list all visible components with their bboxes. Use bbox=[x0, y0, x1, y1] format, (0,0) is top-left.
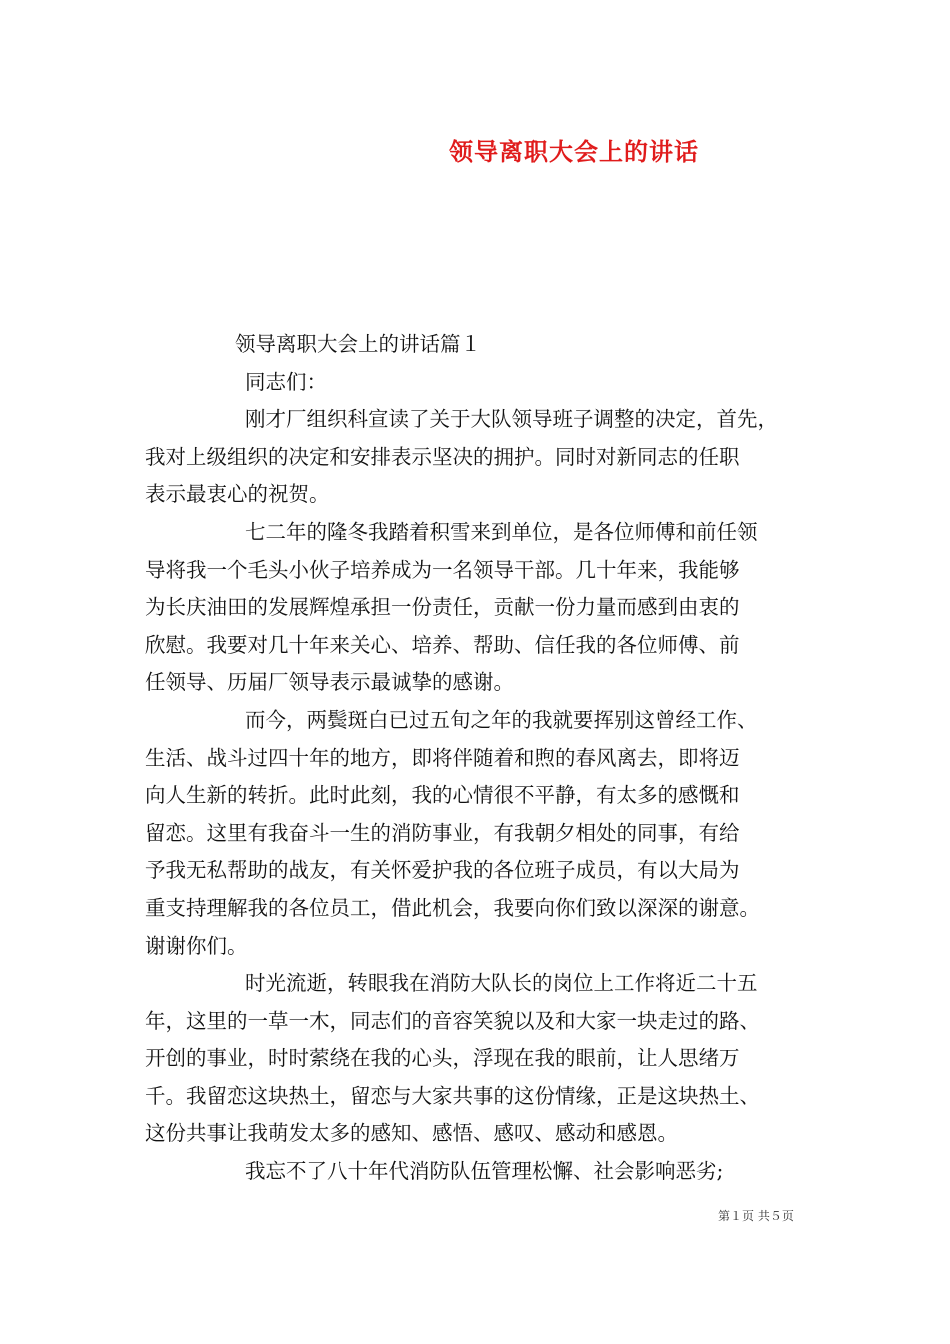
paragraph-line: 我忘不了八十年代消防队伍管理松懈、社会影响恶劣; bbox=[245, 1159, 724, 1184]
paragraph-3 bbox=[145, 702, 817, 965]
section-subtitle bbox=[145, 326, 817, 364]
paragraph-line: 时光流逝，转眼我在消防大队长的岗位上工作将近二十五 bbox=[245, 971, 758, 996]
paragraph-line: 留恋。这里有我奋斗一生的消防事业，有我朝夕相处的同事，有给 bbox=[145, 820, 740, 845]
paragraph-1 bbox=[145, 401, 817, 514]
paragraph-line: 重支持理解我的各位员工，借此机会，我要向你们致以深深的谢意。 bbox=[145, 895, 760, 920]
paragraph-line: 欣慰。我要对几十年来关心、培养、帮助、信任我的各位师傅、前 bbox=[145, 632, 740, 657]
paragraph-line: 生活、战斗过四十年的地方，即将伴随着和煦的春风离去，即将迈 bbox=[145, 745, 740, 770]
paragraph-line: 千。我留恋这块热土，留恋与大家共事的这份情缘，正是这块热土、 bbox=[145, 1083, 760, 1108]
paragraph-line: 而今，两鬓斑白已过五旬之年的我就要挥别这曾经工作、 bbox=[245, 707, 758, 732]
greeting bbox=[145, 364, 817, 402]
paragraph-line: 七二年的隆冬我踏着积雪来到单位，是各位师傅和前任领 bbox=[245, 519, 758, 544]
paragraph-line: 这份共事让我萌发太多的感知、感悟、感叹、感动和感恩。 bbox=[145, 1121, 678, 1146]
paragraph-line: 表示最衷心的祝贺。 bbox=[145, 482, 330, 507]
paragraph-line: 我对上级组织的决定和安排表示坚决的拥护。同时对新同志的任职 bbox=[145, 444, 740, 469]
paragraph-line: 予我无私帮助的战友，有关怀爱护我的各位班子成员，有以大局为 bbox=[145, 858, 740, 883]
paragraph-line: 向人生新的转折。此时此刻，我的心情很不平静，有太多的感慨和 bbox=[145, 783, 740, 808]
paragraph-line: 年，这里的一草一木，同志们的音容笑貌以及和大家一块走过的路、 bbox=[145, 1008, 760, 1033]
paragraph-line: 开创的事业，时时萦绕在我的心头，浮现在我的眼前，让人思绪万 bbox=[145, 1046, 740, 1071]
subtitle-text: 领导离职大会上的讲话篇１ bbox=[235, 332, 481, 356]
paragraph-5 bbox=[145, 1153, 817, 1191]
page-number-footer: 第１页 共５页 bbox=[718, 1209, 794, 1223]
paragraph-line: 导将我一个毛头小伙子培养成为一名领导干部。几十年来，我能够 bbox=[145, 557, 740, 582]
greeting-text: 同志们： bbox=[245, 369, 327, 394]
paragraph-2 bbox=[145, 514, 817, 702]
paragraph-line: 任领导、历届厂领导表示最诚挚的感谢。 bbox=[145, 670, 514, 695]
paragraph-line: 谢谢你们。 bbox=[145, 933, 248, 958]
document-body bbox=[145, 326, 817, 1191]
paragraph-4 bbox=[145, 965, 817, 1153]
paragraph-line: 刚才厂组织科宣读了关于大队领导班子调整的决定，首先， bbox=[245, 407, 778, 432]
document-title: 领导离职大会上的讲话 bbox=[449, 137, 699, 166]
paragraph-line: 为长庆油田的发展辉煌承担一份责任，贡献一份力量而感到由衷的 bbox=[145, 595, 740, 620]
